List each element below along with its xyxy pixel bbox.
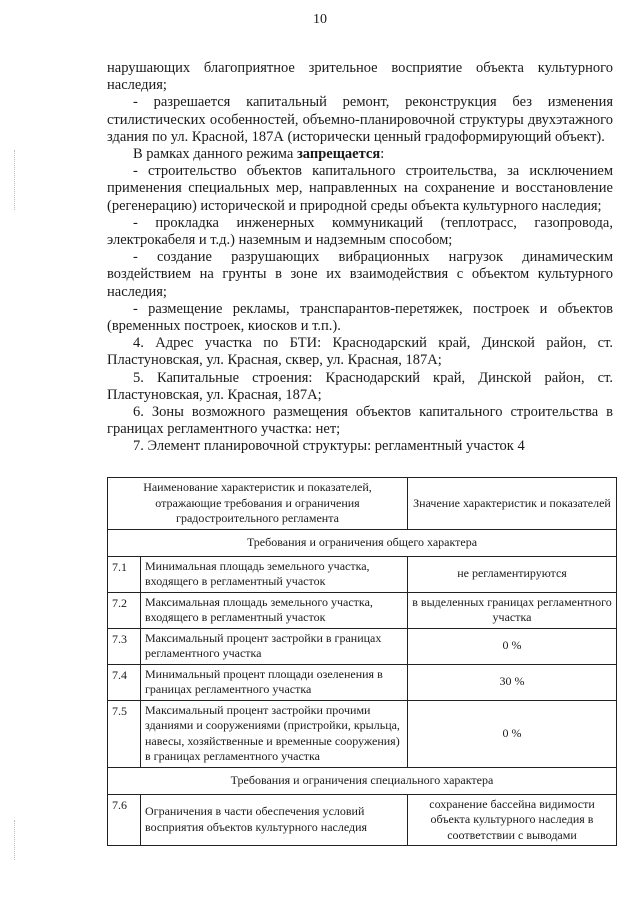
paragraph: - строительство объектов капитального строительства, за исключением применения специальных мер, направленных на сохранение и восстановление (регенерацию) исторической и природной среды объекта культурного наследия; bbox=[107, 163, 613, 214]
paragraph: - прокладка инженерных коммуникаций (теплотрасс, газопровода, электрокабеля и т.д.) наземным и надземным способом; bbox=[107, 214, 613, 249]
paragraph: - размещение рекламы, транспарантов-перетяжек, построек и объектов (временных построек, киосков и т.п.). bbox=[107, 300, 613, 335]
row-number: 7.1 bbox=[108, 556, 141, 592]
body-text bbox=[107, 60, 613, 456]
table-row bbox=[108, 556, 617, 592]
row-name: Максимальный процент застройки прочими зданиями и сооружениями (пристройки, крыльца, навесы, хозяйственные и временные сооружения) в границах регламентного участка bbox=[141, 700, 408, 767]
table-row bbox=[108, 700, 617, 767]
paragraph: 6. Зоны возможного размещения объектов капитального строительства в границах регламентного участка: нет; bbox=[107, 404, 613, 438]
paragraph: нарушающих благоприятное зрительное восприятие объекта культурного наследия; bbox=[107, 60, 613, 94]
table-header-row bbox=[108, 478, 617, 530]
row-number: 7.5 bbox=[108, 700, 141, 767]
row-value: 0 % bbox=[408, 628, 617, 664]
scan-margin-mark bbox=[14, 820, 19, 860]
paragraph: 4. Адрес участка по БТИ: Краснодарский край, Динской район, ст. Пластуновская, ул. Красная, сквер, ул. Красная, 187А; bbox=[107, 335, 613, 369]
row-number: 7.3 bbox=[108, 628, 141, 664]
table-title: 7. Элемент планировочной структуры: регламентный участок 4 bbox=[133, 438, 525, 455]
regime-tail: : bbox=[380, 146, 385, 163]
row-value: сохранение бассейна видимости объекта культурного наследия в соответствии с выводами bbox=[408, 794, 617, 846]
row-name: Минимальная площадь земельного участка, входящего в регламентный участок bbox=[141, 556, 408, 592]
header-name-cell: Наименование характеристик и показателей, отражающие требования и ограничения градостроительного регламента bbox=[108, 478, 408, 530]
regime-prohibited: запрещается bbox=[296, 146, 381, 163]
paragraph: 5. Капитальные строения: Краснодарский край, Динской район, ст. Пластуновская, ул. Красная, 187А; bbox=[107, 369, 613, 403]
row-name: Минимальный процент площади озеленения в границах регламентного участка bbox=[141, 664, 408, 700]
row-number: 7.2 bbox=[108, 592, 141, 628]
row-value: в выделенных границах регламентного участка bbox=[408, 592, 617, 628]
table-row bbox=[108, 664, 617, 700]
paragraph: - создание разрушающих вибрационных нагрузок динамическим воздействием на грунты в зоне их взаимодействия с объектом культурного наследия; bbox=[107, 249, 613, 300]
table-row bbox=[108, 628, 617, 664]
table-section-row bbox=[108, 767, 617, 794]
section-general: Требования и ограничения общего характера bbox=[108, 529, 617, 556]
table-row bbox=[108, 592, 617, 628]
table-row bbox=[108, 794, 617, 846]
regime-lead: В рамках данного режима bbox=[133, 146, 297, 163]
paragraph: - разрешается капитальный ремонт, реконструкция без изменения стилистических особенностей, объемно-планировочной структуры двухэтажного здания по ул. Красной, 187А (исторически ценный градоформирующий объект). bbox=[107, 94, 613, 145]
row-value: 30 % bbox=[408, 664, 617, 700]
page-number: 10 bbox=[313, 12, 327, 27]
row-name: Ограничения в части обеспечения условий восприятия объектов культурного наследия bbox=[141, 794, 408, 846]
row-value: 0 % bbox=[408, 700, 617, 767]
row-value: не регламентируются bbox=[408, 556, 617, 592]
header-value-cell: Значение характеристик и показателей bbox=[408, 478, 617, 530]
row-name: Максимальная площадь земельного участка, входящего в регламентный участок bbox=[141, 592, 408, 628]
row-name: Максимальный процент застройки в границах регламентного участка bbox=[141, 628, 408, 664]
table-section-row bbox=[108, 529, 617, 556]
regulation-table bbox=[107, 477, 617, 846]
section-special: Требования и ограничения специального характера bbox=[108, 767, 617, 794]
regime-paragraph bbox=[107, 146, 613, 163]
scan-margin-mark bbox=[14, 150, 19, 210]
row-number: 7.4 bbox=[108, 664, 141, 700]
row-number: 7.6 bbox=[108, 794, 141, 846]
